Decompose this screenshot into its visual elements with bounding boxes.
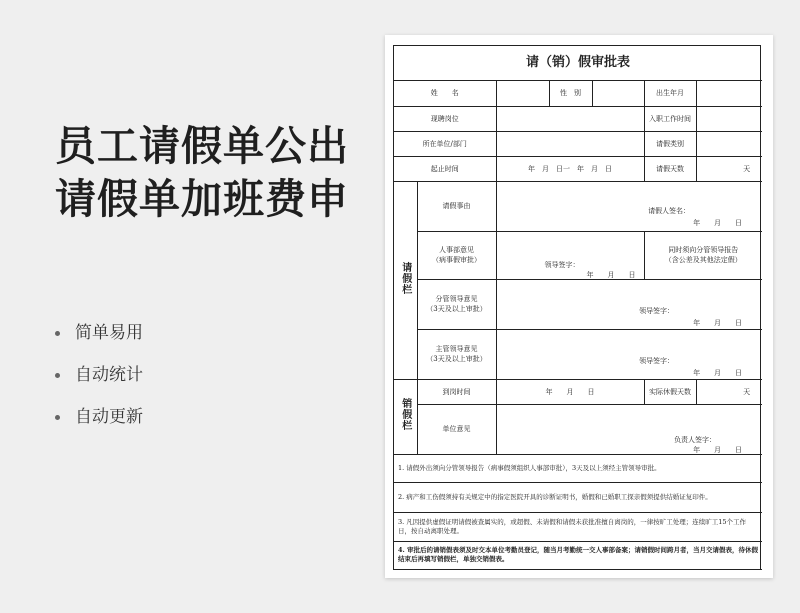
- bullet-icon: [55, 331, 60, 336]
- leave-days-value[interactable]: 天: [696, 156, 762, 181]
- note-1: 1. 请假外出须向分管领导报告（病事假须组织人事部审批），3天及以上须经主管领导审批。: [394, 454, 762, 482]
- hr-right-note: 同时须向分管领导报告 （含公差及其他法定假）: [644, 231, 762, 279]
- note-4: 4. 审批后的请销假表须及时交本单位考勤员登记，随当月考勤统一交人事部备案；请销假时间跨月者，当月交请假表，待休假结束后再填写销假栏，单独交销假表。: [394, 541, 762, 569]
- vp-value[interactable]: [496, 279, 762, 329]
- headline-line-1: 员工请假单公出: [55, 122, 349, 170]
- position-value[interactable]: [496, 106, 644, 131]
- birth-value[interactable]: [696, 80, 762, 106]
- actual-days-label: 实际休假天数: [644, 379, 696, 404]
- reason-date: 年 月 日: [693, 218, 743, 227]
- return-label: 到岗时间: [417, 379, 496, 404]
- vp-date: 年 月 日: [693, 318, 743, 327]
- leave-type-value[interactable]: [696, 131, 762, 156]
- start-end-label: 起止时间: [394, 156, 496, 181]
- bullet-icon: [55, 373, 60, 378]
- head-value[interactable]: [496, 329, 762, 379]
- gender-label: 性 别: [549, 80, 592, 106]
- unit-sign: 负责人签字：: [674, 435, 717, 444]
- head-date: 年 月 日: [693, 368, 743, 377]
- birth-label: 出生年月: [644, 80, 696, 106]
- dept-value[interactable]: [496, 131, 644, 156]
- bullet-icon: [55, 415, 60, 420]
- actual-days-value[interactable]: 天: [696, 379, 762, 404]
- head-sign: 领导签字：: [639, 356, 675, 365]
- left-panel: [0, 0, 370, 613]
- leave-type-label: 请假类别: [644, 131, 696, 156]
- reason-label: 请假事由: [417, 181, 496, 231]
- name-label: 姓 名: [394, 80, 496, 106]
- feature-list: [55, 312, 143, 438]
- vp-sign: 领导签字：: [639, 306, 675, 315]
- note-3: 3. 凡因提供虚假证明请假被查属实的，或超假、未请假和请假未获批准擅自离岗的，一律按旷工处理；连续旷工15个工作日，按自动离职处理。: [394, 512, 762, 541]
- return-date[interactable]: 年 月 日: [496, 379, 644, 404]
- leave-form-table: [394, 46, 762, 570]
- start-end-value[interactable]: 年 月 日一 年 月 日: [496, 156, 644, 181]
- hr-date: 年 月 日: [586, 270, 636, 279]
- unit-value[interactable]: [496, 404, 762, 454]
- leave-days-label: 请假天数: [644, 156, 696, 181]
- feature-item: 简单易用: [55, 312, 143, 354]
- cancel-section-label: 销假栏: [394, 379, 417, 454]
- hr-label: 人事部意见 （病事假审批）: [417, 231, 496, 279]
- note-2: 2. 病产和工伤假须持有关规定中的指定医院开具的诊断证明书，婚假和已婚职工探亲假须提供结婚证复印件。: [394, 482, 762, 512]
- position-label: 现聘岗位: [394, 106, 496, 131]
- feature-item: 自动统计: [55, 354, 143, 396]
- join-time-value[interactable]: [696, 106, 762, 131]
- unit-date: 年 月 日: [693, 445, 743, 454]
- head-label: 主管领导意见 （3天及以上审批）: [417, 329, 496, 379]
- name-value[interactable]: [496, 80, 549, 106]
- headline-line-2: 请假单加班费申: [55, 175, 349, 223]
- join-time-label: 入职工作时间: [644, 106, 696, 131]
- hr-value[interactable]: [496, 231, 644, 279]
- unit-label: 单位意见: [417, 404, 496, 454]
- feature-item: 自动更新: [55, 396, 143, 438]
- document-preview: [385, 35, 773, 578]
- dept-label: 所在单位/部门: [394, 131, 496, 156]
- leave-section-label: 请假栏: [394, 181, 417, 379]
- gender-value[interactable]: [592, 80, 644, 106]
- vp-label: 分管领导意见 （3天及以上审批）: [417, 279, 496, 329]
- hr-sign: 领导签字：: [544, 260, 580, 269]
- reason-sign: 请假人签名：: [648, 206, 691, 215]
- headline: [55, 120, 365, 226]
- form-title: 请（销）假审批表: [394, 46, 762, 80]
- leave-form: [393, 45, 761, 570]
- reason-value[interactable]: [496, 181, 762, 231]
